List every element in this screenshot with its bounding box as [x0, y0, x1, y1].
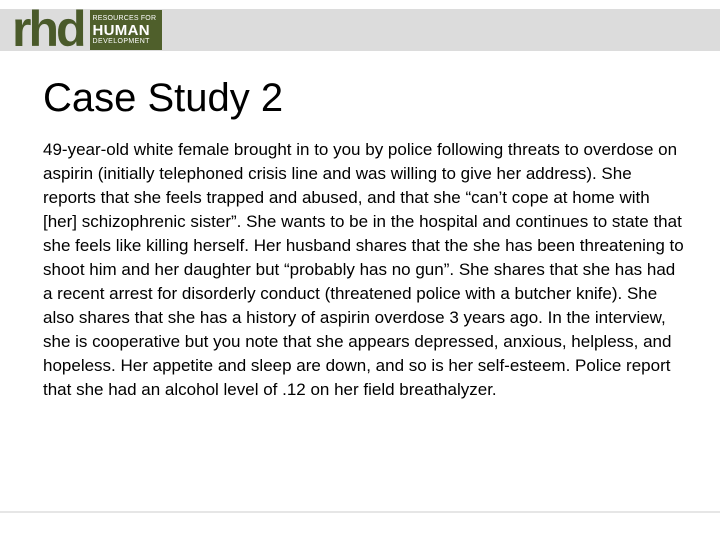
logo-line-resources: RESOURCES FOR: [92, 14, 157, 22]
rhd-logo: [12, 9, 162, 51]
logo-mark: rhd: [12, 9, 84, 51]
logo-line-human: HUMAN: [92, 21, 150, 39]
footer-divider: [0, 511, 720, 513]
slide-title: Case Study 2: [43, 76, 284, 120]
case-description: 49-year-old white female brought in to you by police following threats to overdose on aspirin (initially telephoned crisis line and was willing to give her address). She reports that she feels trapped and abused, and that she “can’t cope at home with [her] schizophrenic sister”. She wants to be in the hospital and continues to state that she feels like killing herself. Her husband shares that the she has been threatening to shoot him and her daughter but “probably has no gun”. She shares that she has had a recent arrest for disorderly conduct (threatened police with a butcher knife). She also shares that she has a history of aspirin overdose 3 years ago. In the interview, she is cooperative but you note that she appears depressed, anxious, helpless, and hopeless. Her appetite and sleep are down, and so is her self-esteem. Police report that she had an alcohol level of .12 on her field breathalyzer.: [43, 140, 684, 399]
logo-wordmark: [90, 10, 162, 50]
logo-line-development: DEVELOPMENT: [92, 37, 150, 45]
